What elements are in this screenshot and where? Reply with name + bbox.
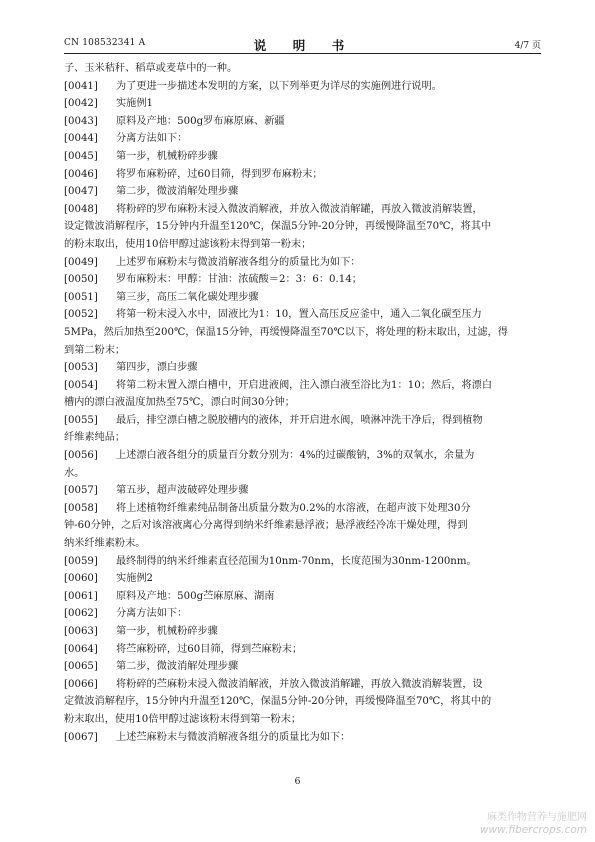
paragraph-text: [116, 359, 542, 377]
text-line: 将第二粉末置入漂白槽中，开启进液阀，注入漂白液至浴比为1：10；然后，将漂白: [116, 379, 493, 391]
text-line: 将罗布麻粉碎，过60目筛，得到罗布麻粉末；: [116, 168, 323, 180]
paragraph: [64, 658, 542, 676]
text-line: 将粉碎的罗布麻粉末浸入微波消解液，并放入微波消解罐，再放入微波消解装置，: [116, 203, 483, 215]
page-indicator: 4/7 页: [514, 41, 541, 51]
text-line: 第一步，机械粉碎步骤: [116, 626, 218, 637]
text-line: 最终制得的纳米纤维素直径范围为10nm-70nm，长度范围为30nm-1200nm。: [116, 555, 477, 567]
paragraph: [64, 130, 542, 148]
paragraph-number: [0057]: [64, 485, 98, 497]
paragraph-text: [116, 482, 542, 500]
paragraph: [64, 676, 542, 729]
text-line: 槽内的漂白液温度加热至75℃，漂白时间30分钟；: [64, 397, 295, 409]
paragraph-text: [116, 658, 542, 676]
text-line: 第五步，超声波破碎处理步骤: [116, 485, 249, 497]
paragraph-number: [0048]: [64, 203, 98, 215]
paragraph-number: [0062]: [64, 608, 98, 620]
paragraph: [64, 412, 542, 447]
paragraph-text: [116, 641, 542, 659]
text-line: 5MPa，然后加热至200℃，保温15分钟，再缓慢降温至70℃以下，将处理的粉末取出，过滤，得: [64, 326, 508, 338]
paragraph-text: [116, 553, 542, 571]
paragraph-number: [0054]: [64, 379, 98, 391]
paragraph: [64, 148, 542, 166]
paragraph: [64, 306, 542, 359]
text-line: 水。: [64, 467, 85, 479]
paragraph-text: [116, 729, 542, 747]
header-divider: [64, 53, 541, 54]
paragraph-number: [0059]: [64, 555, 98, 567]
paragraph: [64, 95, 542, 113]
text-line: 最后，排空漂白槽之脱胶槽内的液体，并开启进水阀，喷淋冲洗干净后，得到植物: [116, 414, 483, 426]
paragraph-text: [116, 166, 542, 184]
paragraph-text: [116, 271, 542, 289]
paragraph-text: [116, 588, 542, 606]
paragraph-text: [116, 130, 542, 148]
paragraph-number: [0049]: [64, 256, 98, 268]
text-line: 第一步，机械粉碎步骤: [116, 150, 218, 162]
text-line: 上述苎麻粉末与微波消解液各组分的质量比为如下：: [116, 731, 351, 743]
paragraph: [64, 113, 542, 131]
paragraph: [64, 623, 542, 641]
paragraph: [64, 201, 542, 254]
paragraph-text: [116, 254, 542, 272]
paragraph-number: [0050]: [64, 274, 98, 286]
paragraph: [64, 359, 542, 377]
text-line: 原料及产地：500g苎麻原麻、湖南: [116, 590, 275, 602]
page-header: [64, 36, 541, 53]
paragraph: [64, 482, 542, 500]
paragraph: [64, 570, 542, 588]
paragraph: [64, 500, 542, 553]
text-line: 粉末取出，使用10倍甲醇过滤该粉末得到第一粉末；: [64, 713, 302, 725]
paragraph: [64, 641, 542, 659]
paragraph: [64, 588, 542, 606]
paragraph-number: [0046]: [64, 168, 98, 180]
paragraph-number: [0066]: [64, 678, 98, 690]
paragraph: [64, 166, 542, 184]
text-line: 将粉碎的苎麻粉末浸入微波消解液，并放入微波消解罐，再放入微波消解装置，设: [116, 678, 483, 690]
text-line: 设定微波消解程序，15分钟内升温至120℃，保温5分钟-20分钟，再缓慢降温至70℃，将其中: [64, 221, 492, 233]
paragraph-number: [0051]: [64, 291, 98, 303]
paragraph: [64, 447, 542, 482]
paragraph-number: [0042]: [64, 98, 98, 110]
paragraph-number: [0045]: [64, 150, 98, 162]
paragraph-number: [0052]: [64, 309, 98, 321]
text-line: 纳米纤维素粉末。: [64, 538, 146, 550]
watermark-url: www.fibercrops.com: [479, 824, 587, 836]
text-line: 定微波消解程序，15分钟内升温至120℃，保温5分钟-20分钟，再缓慢降温至70℃，将其中的: [64, 696, 492, 708]
paragraph-number: [0064]: [64, 643, 98, 655]
paragraph-number: [0047]: [64, 186, 98, 198]
text-line: 实施例2: [116, 573, 154, 585]
document-title: 说 明 书: [253, 38, 352, 53]
text-line: 分离方法如下：: [116, 608, 188, 620]
paragraph: [64, 553, 542, 571]
text-line: 分离方法如下：: [116, 133, 188, 145]
text-line: 将第一粉末浸入水中，固液比为1：10，置入高压反应釜中，通入二氧化碳至压力: [116, 309, 482, 321]
text-line: 上述漂白液各组分的质量百分数分别为：4%的过碳酸钠，3%的双氧水，余量为: [116, 450, 475, 462]
paragraph-number: [0053]: [64, 362, 98, 374]
continuation-line: 子、玉米秸秆、稻草或麦草中的一种。: [64, 63, 238, 74]
paragraph-number: [0055]: [64, 414, 98, 426]
paragraph: [64, 183, 542, 201]
paragraph-text: [116, 113, 542, 131]
paragraph: [64, 271, 542, 289]
paragraph-number: [0067]: [64, 731, 98, 743]
text-line: 为了更进一步描述本发明的方案，以下列举更为详尽的实施例进行说明。: [116, 80, 442, 92]
patent-number: CN 108532341 A: [64, 38, 146, 48]
text-line: 第三步，高压二氧化碳处理步骤: [116, 291, 259, 303]
text-line: 第二步，微波消解处理步骤: [116, 186, 239, 198]
watermark-title: 麻类作物营养与施肥网: [487, 812, 587, 823]
text-line: 纤维素纯品；: [64, 432, 126, 444]
paragraph-number: [0043]: [64, 115, 98, 127]
paragraph-number: [0060]: [64, 573, 98, 585]
text-line: 的粉末取出，使用10倍甲醇过滤该粉末得到第一粉末；: [64, 238, 312, 250]
paragraph-text: [116, 95, 542, 113]
text-line: 钟-60分钟，之后对该溶液离心分离得到纳米纤维素悬浮液；悬浮液经冷冻干燥处理，得到: [64, 520, 468, 532]
paragraph-number: [0065]: [64, 661, 98, 673]
text-line: 将上述植物纤维素纯品制备出质量分数为0.2%的水溶液，在超声波下处理30分: [116, 502, 471, 514]
paragraph-number: [0056]: [64, 450, 98, 462]
paragraph-text: [116, 289, 542, 307]
paragraph: [64, 254, 542, 272]
paragraph-text: [116, 78, 542, 96]
page-number: 6: [294, 776, 301, 787]
paragraph-number: [0044]: [64, 133, 98, 145]
text-line: 到第二粉末；: [64, 344, 126, 356]
document-body: [64, 60, 542, 746]
paragraph-number: [0063]: [64, 626, 98, 637]
text-line: 将苎麻粉碎，过60目筛，得到苎麻粉末；: [116, 643, 303, 655]
text-line: 第四步，漂白步骤: [116, 362, 198, 374]
text-line: 第二步，微波消解处理步骤: [116, 661, 239, 673]
paragraph: [64, 605, 542, 623]
paragraph-text: [116, 148, 542, 166]
paragraph-number: [0061]: [64, 590, 98, 602]
paragraph: [64, 729, 542, 747]
watermark: [480, 812, 587, 836]
text-line: 罗布麻粉末：甲醇：甘油：浓硫酸＝2：3：6：0.14；: [116, 274, 362, 286]
paragraph: [64, 78, 542, 96]
paragraph-text: [116, 623, 542, 641]
text-line: 上述罗布麻粉末与微波消解液各组分的质量比为如下：: [116, 256, 361, 268]
paragraph: [64, 289, 542, 307]
paragraph-text: [116, 183, 542, 201]
paragraph: [64, 377, 542, 412]
text-line: 实施例1: [116, 98, 154, 110]
paragraph-text: [116, 605, 542, 623]
paragraph-number: [0041]: [64, 80, 98, 92]
text-line: 原料及产地：500g罗布麻原麻、新疆: [116, 115, 285, 127]
paragraph-number: [0058]: [64, 502, 98, 514]
paragraph-text: [116, 570, 542, 588]
